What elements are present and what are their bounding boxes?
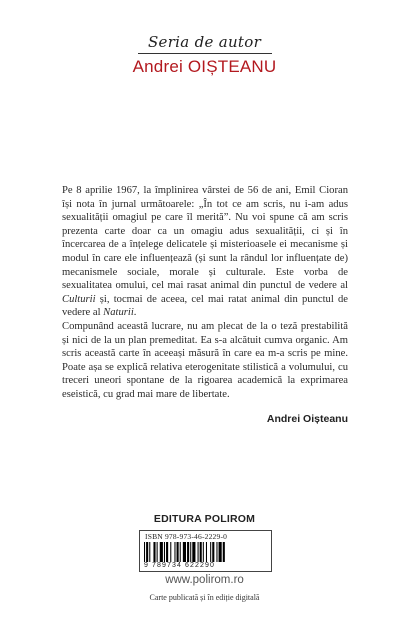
- publisher-website[interactable]: www.polirom.ro: [165, 574, 244, 586]
- series-title: Seria de autor: [147, 33, 262, 51]
- author-signature: Andrei Oișteanu: [266, 413, 348, 425]
- publisher-name: EDITURA POLIROM: [153, 513, 256, 525]
- blurb-paragraph-1: [62, 184, 348, 320]
- barcode-digits: 9 789734 622290: [144, 562, 215, 569]
- isbn-number: ISBN 978-973-46-2229-0: [145, 532, 228, 541]
- back-cover-blurb: [62, 184, 348, 402]
- blurb-p1-middle: și, tocmai de aceea, cel mai ratat animal din punctul de vedere al: [62, 293, 348, 319]
- blurb-paragraph-2: Compunând această lucrare, nu am plecat de la o teză prestabilită și nici de la un plan premeditat. Ea s-a alcătuit cumva organic. Am scris această carte în aceeași măsură în care ea m-a scris pe mine. Poate așa se explică relativa eterogenitate stilistică a volumului, cu treceri uneori spontane de la rigoarea academică la exprimarea eseistică, cu grad mai mare de libertate.: [62, 320, 348, 400]
- blurb-p1-emphasis-2: Naturii: [103, 307, 134, 319]
- barcode-icon: [144, 542, 266, 562]
- isbn-barcode-block: [139, 530, 272, 572]
- blurb-p1-end: .: [133, 307, 137, 319]
- blurb-p1-text: Pe 8 aprilie 1967, la împlinirea vârstei de 56 de ani, Emil Cioran își nota în jurnal următoarele: „În tot ce am scris, nu i-am adus sexualității omagiul pe care îl merită”. Nu voi spune că am scris prezenta carte doar ca un omagiu adus sexualității, ci și în încercarea de a înțelege delicatele și misterioasele ei mecanisme și modul în care ele influențează (și sunt la rândul lor influențate de) mecanismele sociale, morale și culturale. Este vorba de sexualitatea omului, cel mai rasat animal din punctul de vedere al: [62, 185, 348, 292]
- blurb-p1-emphasis-1: Culturii: [62, 293, 96, 305]
- author-name: Andrei OIȘTEANU: [132, 57, 277, 76]
- series-divider: [138, 53, 272, 54]
- digital-edition-note: Carte publicată și în ediție digitală: [149, 593, 260, 602]
